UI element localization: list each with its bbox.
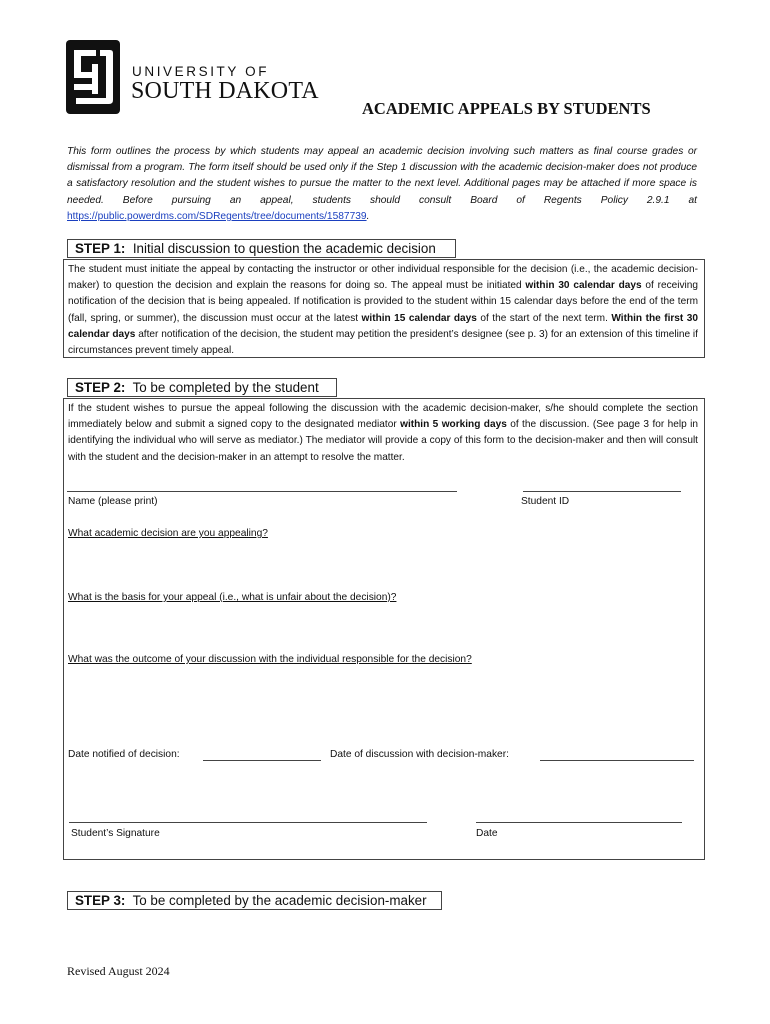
step1-description <box>68 262 698 359</box>
name-field-line[interactable] <box>67 491 457 492</box>
question-outcome: What was the outcome of your discussion with the individual responsible for the decision? <box>68 654 472 665</box>
signature-date-label: Date <box>476 828 498 839</box>
step1-number: STEP 1: <box>75 241 126 256</box>
step2-box <box>63 398 705 860</box>
step2-text-1: If the student wishes to pursue the appeal following the discussion with the academic decision-maker, s/he should complete the section immediately below and submit a signed copy to the designated mediator <box>68 403 698 431</box>
signature-label: Student’s Signature <box>71 828 160 839</box>
intro-text: This form outlines the process by which students may appeal an academic decision involving such matters as final course grades or dismissal from a program. The form itself should be used only if the Step 1 discussion with the academic decision-maker does not produce a satisfactory resolution and the student wishes to pursue the matter to the next level. Additional pages may be attached if more space is needed. Before pursuing an appeal, students should consult Board of Regents Policy 2.9.1 at <box>67 146 697 206</box>
university-name-line1: UNIVERSITY OF <box>132 64 270 79</box>
date-discussion-label: Date of discussion with decision-maker: <box>330 749 509 760</box>
date-discussion-field-line[interactable] <box>540 760 694 761</box>
intro-end: . <box>366 210 370 222</box>
date-notified-field-line[interactable] <box>203 760 321 761</box>
step2-number: STEP 2: <box>75 380 126 395</box>
step1-text-3: of the start of the next term. <box>476 312 612 324</box>
step1-text-2: of receiving notification of the decision that is being appealed. If notification is provided to the student within 15 calendar days before the end of the term (fall, spring, or summer), the discussion must occur at the latest <box>68 280 699 324</box>
name-label: Name (please print) <box>68 496 158 507</box>
university-name-line2: SOUTH DAKOTA <box>131 78 319 104</box>
policy-link[interactable]: https://public.powerdms.com/SDRegents/tree/documents/1587739 <box>67 210 367 222</box>
step2-heading <box>67 378 337 397</box>
student-id-field-line[interactable] <box>523 491 681 492</box>
date-notified-label: Date notified of decision: <box>68 749 180 760</box>
page-title: ACADEMIC APPEALS BY STUDENTS <box>362 99 651 118</box>
step2-bold-1: within 5 working days <box>400 419 507 431</box>
step1-bold-1: within 30 calendar days <box>525 280 642 292</box>
step1-bold-3: Within the first 30 calendar days <box>68 312 698 340</box>
student-id-label: Student ID <box>521 496 570 507</box>
step1-heading <box>67 239 456 258</box>
step3-number: STEP 3: <box>75 893 126 908</box>
signature-field-line[interactable] <box>69 822 427 823</box>
revision-date: Revised August 2024 <box>67 964 170 978</box>
step3-heading <box>67 891 442 910</box>
signature-date-field-line[interactable] <box>476 822 682 823</box>
question-basis: What is the basis for your appeal (i.e., what is unfair about the decision)? <box>68 592 397 603</box>
step1-title: Initial discussion to question the academic decision <box>132 241 436 256</box>
step2-text-2: of the discussion. (See page 3 for help in identifying the individual who will serve as mediator.) The mediator will provide a copy of this form to the decision-maker and then will consult with the student and the decision-maker in an attempt to resolve the matter. <box>68 419 698 463</box>
usd-logo-icon <box>66 40 120 114</box>
step1-text-1: The student must initiate the appeal by contacting the instructor or other individual responsible for the decision (i.e., the academic decision-maker) to question the decision and explain the reasons for doing so. The appeal must be initiated <box>68 264 698 292</box>
step2-title: To be completed by the student <box>132 380 319 395</box>
step2-description <box>68 401 698 466</box>
intro-paragraph <box>67 144 697 225</box>
step3-title: To be completed by the academic decision-maker <box>132 893 427 908</box>
step1-bold-2: within 15 calendar days <box>361 312 477 324</box>
step1-text-4: after notification of the decision, the student may petition the president’s designee (see p. 3) for an extension of this timeline if circumstances prevent timely appeal. <box>68 328 698 357</box>
question-decision: What academic decision are you appealing? <box>68 528 268 539</box>
